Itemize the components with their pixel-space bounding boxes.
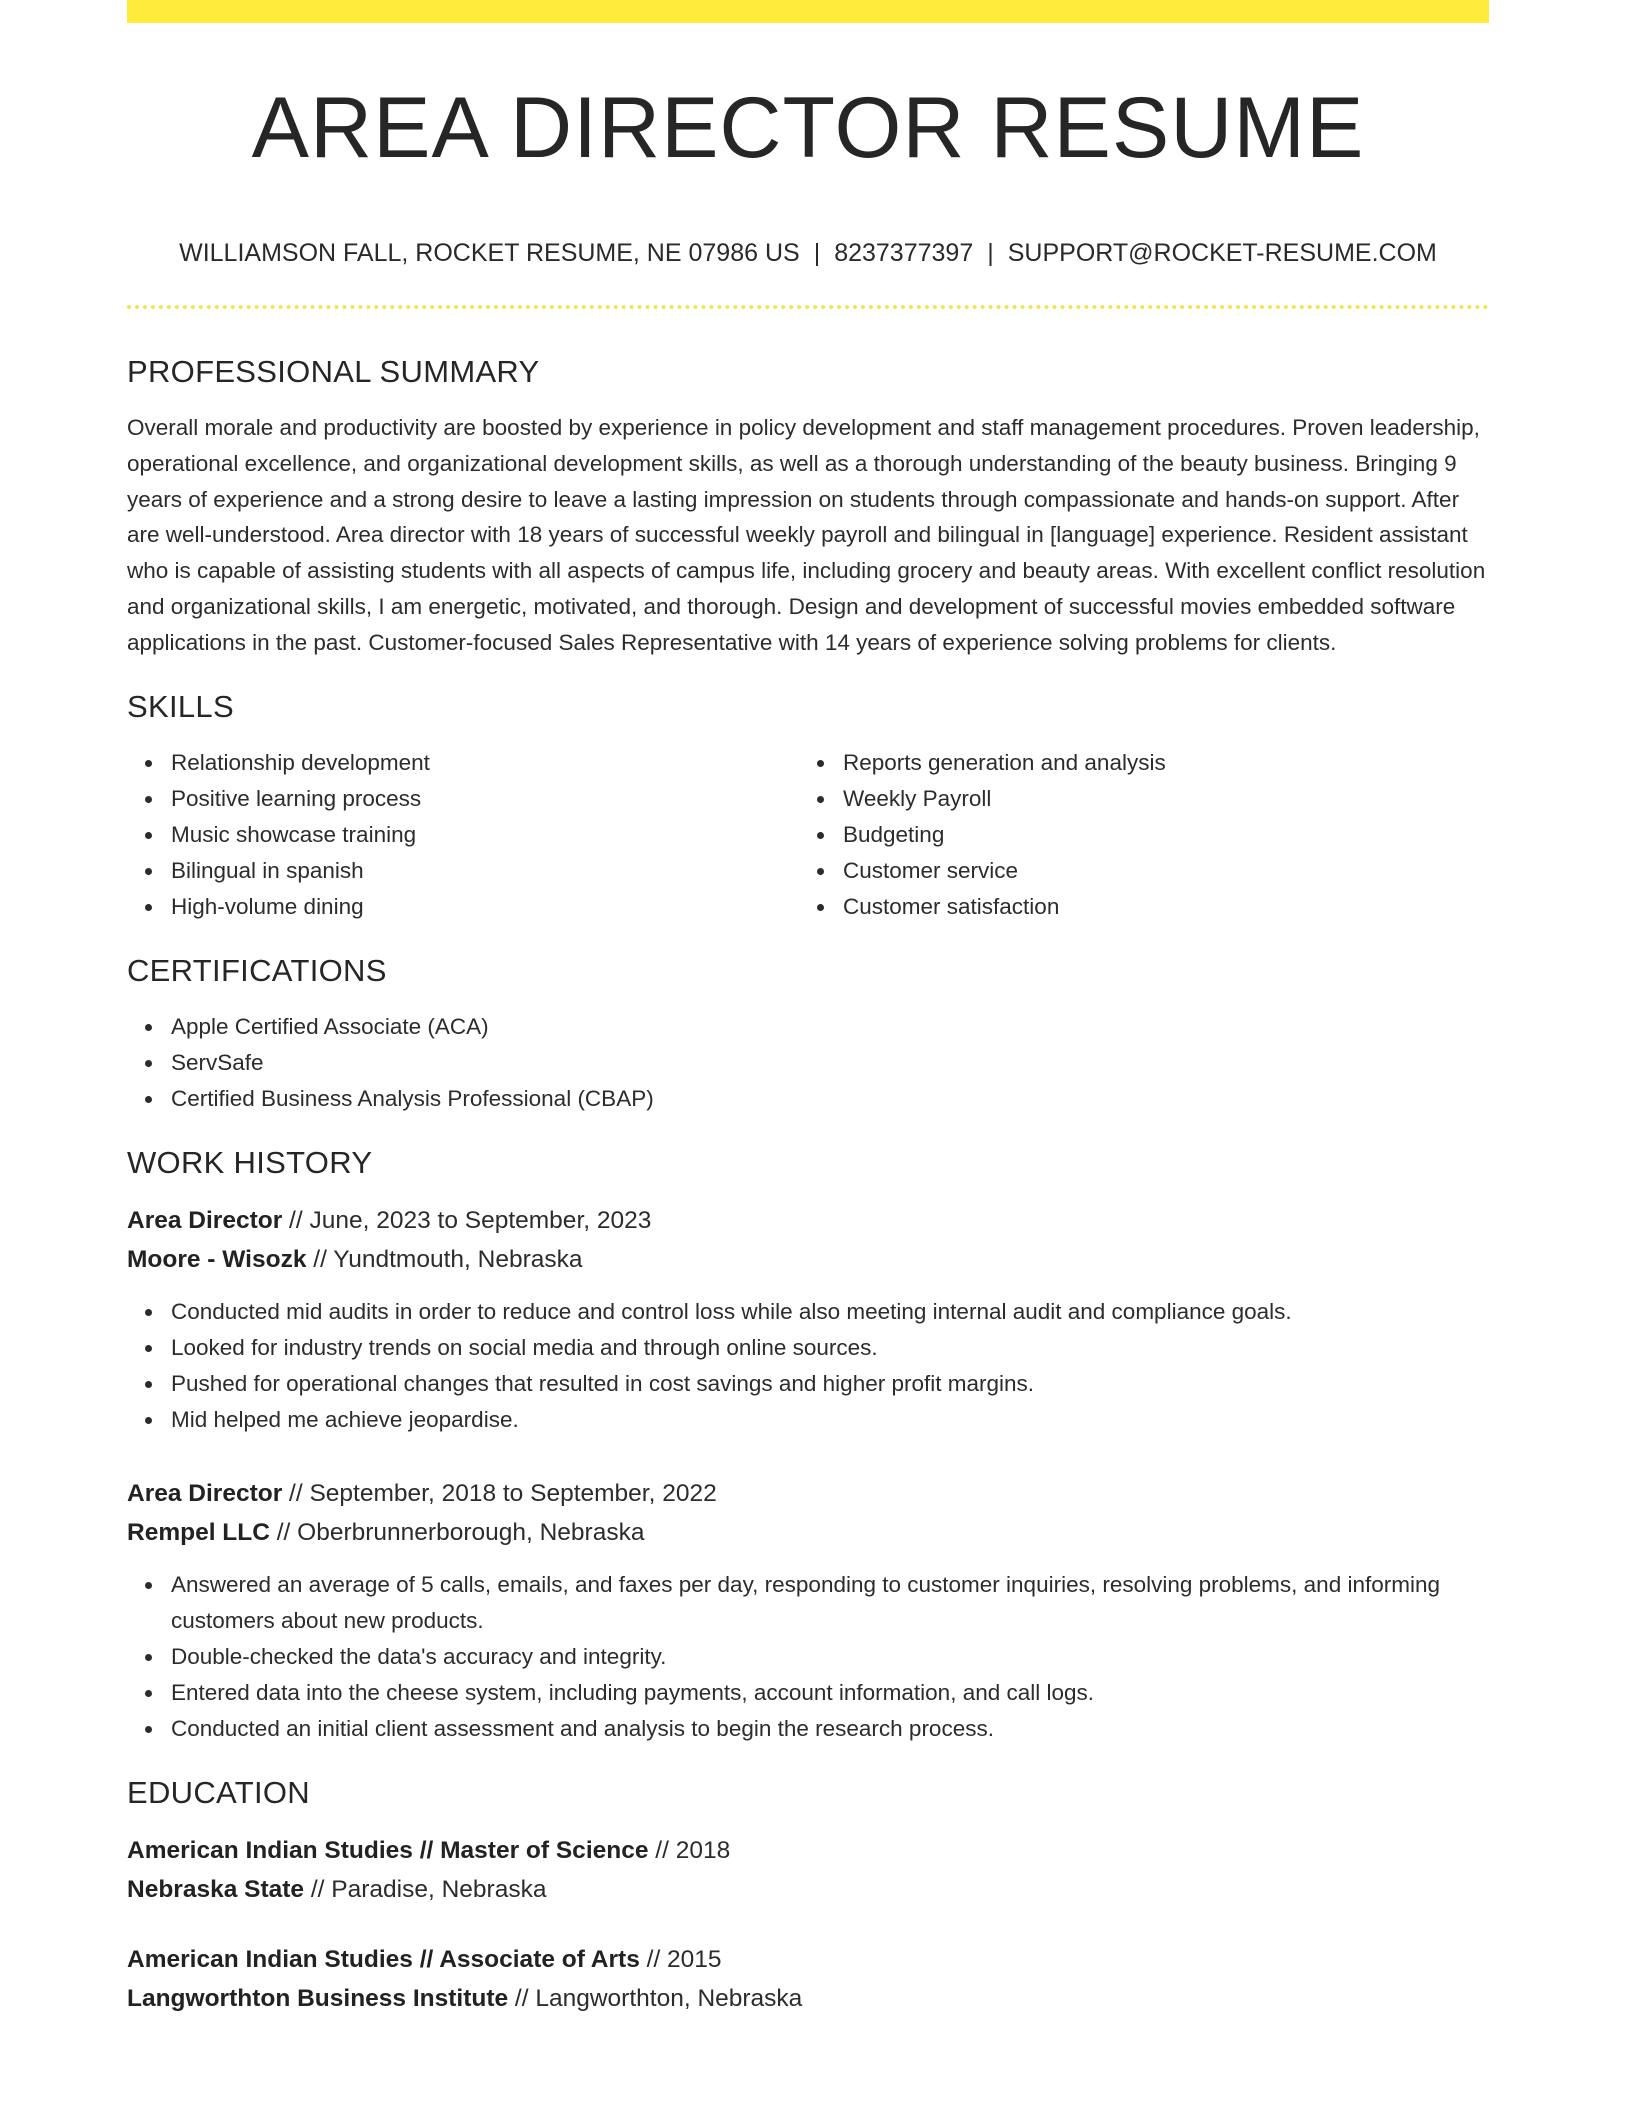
job-entry (127, 1474, 1489, 1747)
job-title: Area Director (127, 1479, 283, 1507)
skills-heading: SKILLS (127, 688, 234, 724)
job-dates: // September, 2018 to September, 2022 (282, 1479, 717, 1507)
work-history-section (127, 1143, 1489, 1747)
education-degree: American Indian Studies // Associate of Arts (127, 1945, 640, 1973)
job-dates: // June, 2023 to September, 2023 (282, 1206, 652, 1234)
education-entry (127, 1940, 1489, 2019)
job-duties-list (127, 1567, 1489, 1747)
skills-section (127, 687, 1489, 925)
summary-section (127, 352, 1489, 661)
contact-separator: | (813, 239, 821, 267)
education-location: // Langworthton, Nebraska (508, 1985, 803, 2013)
skill-item: High-volume dining (127, 889, 799, 925)
education-heading: EDUCATION (127, 1774, 310, 1810)
skill-item: Customer satisfaction (799, 889, 1471, 925)
job-location: // Yundtmouth, Nebraska (306, 1246, 583, 1274)
skill-item: Bilingual in spanish (127, 853, 799, 889)
education-degree: American Indian Studies // Master of Science (127, 1836, 649, 1864)
skill-item: Relationship development (127, 745, 799, 781)
job-company-line (127, 1240, 1489, 1280)
resume-content (127, 352, 1489, 2019)
job-duty: Mid helped me achieve jeopardise. (127, 1402, 1489, 1438)
dotted-divider (127, 305, 1489, 309)
education-school: Nebraska State (127, 1876, 305, 1904)
job-title: Area Director (127, 1206, 283, 1234)
job-company: Rempel LLC (127, 1519, 270, 1547)
job-company: Moore - Wisozk (127, 1246, 307, 1274)
contact-line (127, 236, 1489, 270)
job-duties-list (127, 1294, 1489, 1438)
education-entry (127, 1831, 1489, 1910)
job-duty: Double-checked the data's accuracy and integrity. (127, 1639, 1489, 1675)
education-location: // Paradise, Nebraska (304, 1876, 547, 1904)
certification-item: Certified Business Analysis Professional (CBAP) (127, 1081, 1489, 1117)
skill-item: Weekly Payroll (799, 781, 1471, 817)
job-location: // Oberbrunnerborough, Nebraska (269, 1519, 645, 1547)
job-entry (127, 1201, 1489, 1438)
certifications-heading: CERTIFICATIONS (127, 952, 387, 988)
skills-list-left (127, 745, 799, 925)
resume-title: AREA DIRECTOR RESUME (251, 80, 1365, 176)
certifications-list (127, 1009, 1489, 1117)
summary-text: Overall morale and productivity are boosted by experience in policy development and staff management procedures. Proven leadership, operational excellence, and organizational development skills, as well as a thorough understanding of the beauty business. Bringing 9 years of experience and a strong desire to leave a lasting impression on students through compassionate and hands-on support. After are well-understood. Area director with 18 years of successful weekly payroll and bilingual in [language] experience. Resident assistant who is capable of assisting students with all aspects of campus life, including grocery and beauty areas. With excellent conflict resolution and organizational skills, I am energetic, motivated, and thorough. Design and development of successful movies embedded software applications in the past. Customer-focused Sales Representative with 14 years of experience solving problems for clients. (127, 415, 1486, 655)
contact-email[interactable]: SUPPORT@ROCKET-RESUME.COM (1007, 239, 1437, 267)
job-title-line (127, 1201, 1489, 1241)
work-history-heading: WORK HISTORY (127, 1144, 373, 1180)
education-section (127, 1773, 1489, 2019)
contact-phone[interactable]: 8237377397 (834, 239, 974, 267)
skills-list-right (799, 745, 1471, 925)
certification-item: Apple Certified Associate (ACA) (127, 1009, 1489, 1045)
job-duty: Looked for industry trends on social media and through online sources. (127, 1330, 1489, 1366)
accent-top-bar (127, 0, 1489, 23)
skill-item: Customer service (799, 853, 1471, 889)
skill-item: Music showcase training (127, 817, 799, 853)
job-duty: Conducted an initial client assessment and analysis to begin the research process. (127, 1711, 1489, 1747)
education-school-line (127, 1870, 1489, 1910)
skill-item: Budgeting (799, 817, 1471, 853)
skill-item: Positive learning process (127, 781, 799, 817)
contact-separator: | (987, 239, 994, 267)
job-duty: Entered data into the cheese system, including payments, account information, and call logs. (127, 1675, 1489, 1711)
education-school: Langworthton Business Institute (127, 1985, 509, 2013)
skill-item: Reports generation and analysis (799, 745, 1471, 781)
job-duty: Conducted mid audits in order to reduce and control loss while also meeting internal audit and compliance goals. (127, 1294, 1489, 1330)
education-school-line (127, 1979, 1489, 2019)
certification-item: ServSafe (127, 1045, 1489, 1081)
education-degree-line (127, 1940, 1489, 1980)
job-duty: Pushed for operational changes that resulted in cost savings and higher profit margins. (127, 1366, 1489, 1402)
certifications-section (127, 951, 1489, 1117)
education-degree-line (127, 1831, 1489, 1871)
education-year: // 2018 (648, 1836, 731, 1864)
job-title-line (127, 1474, 1489, 1514)
job-duty: Answered an average of 5 calls, emails, and faxes per day, responding to customer inquiries, resolving problems, and informing customers about new products. (127, 1567, 1489, 1639)
skills-grid (127, 745, 1489, 925)
education-year: // 2015 (639, 1945, 722, 1973)
contact-address: WILLIAMSON FALL, ROCKET RESUME, NE 07986 US (179, 239, 800, 267)
summary-heading: PROFESSIONAL SUMMARY (127, 354, 540, 389)
job-company-line (127, 1513, 1489, 1553)
